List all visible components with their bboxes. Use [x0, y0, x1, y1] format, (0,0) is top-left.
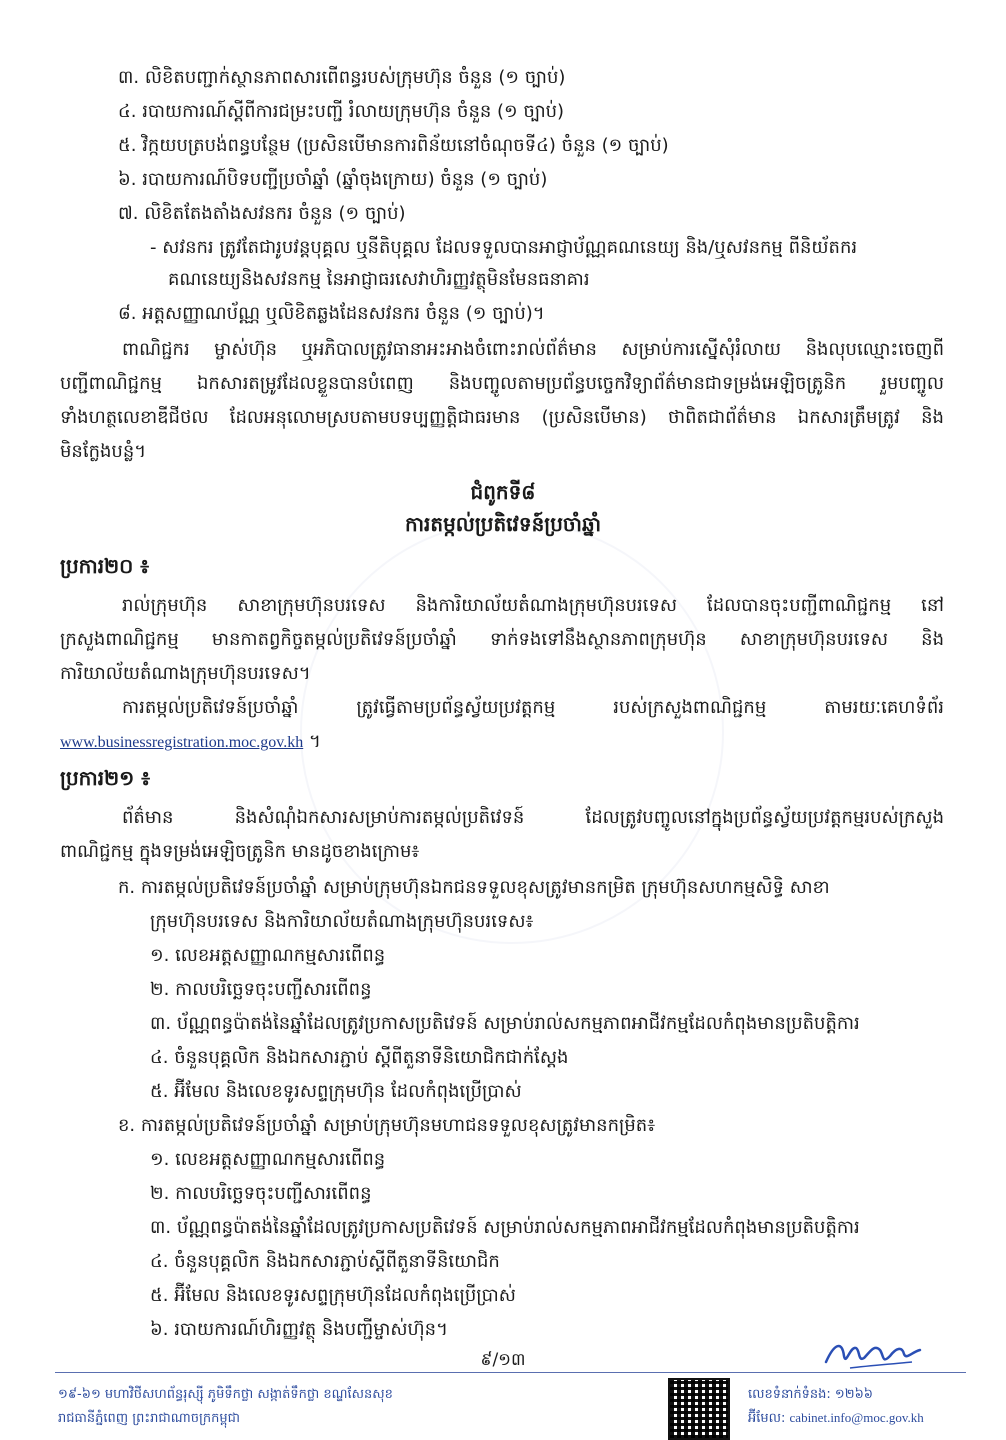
paragraph-line: ទាំងហត្ថលេខាឌីជីថល ដែលអនុលោមស្របតាមបទប្បញ្ញត្តិជាធរមាន (ប្រសិនបើមាន) ថាពិតជាព័ត៌មាន ឯកសារត្រឹមត្រូវ និង [60, 407, 944, 428]
paragraph-line: បញ្ជីពាណិជ្ជកម្ម ឯកសារតម្រូវដែលខ្លួនបានបំពេញ និងបញ្ចូលតាមប្រព័ន្ធបច្ចេកវិទ្យាព័ត៌មានជាទម្រង់អេឡិចត្រូនិក រួមបញ្ចូល [60, 373, 944, 394]
section-kha: ខ. ការតម្កល់ប្រតិវេទន៍ប្រចាំឆ្នាំ សម្រាប់ក្រុមហ៊ុនមហាជនទទួលខុសត្រូវមានកម្រិត៖ [118, 1115, 656, 1136]
list-item-ka-4: ៤. ចំនួនបុគ្គលិក និងឯកសារភ្ជាប់ ស្តីពីតួនាទីនិយោជិកជាក់ស្តែង [150, 1047, 569, 1068]
list-item-5: ៥. វិក្កយបត្របង់ពន្ធបន្ថែម (ប្រសិនបើមានការពិន័យនៅចំណុចទី៤) ចំនួន (១ ច្បាប់) [118, 135, 669, 156]
paragraph-line: រាល់ក្រុមហ៊ុន សាខាក្រុមហ៊ុនបរទេស និងការិយាល័យតំណាងក្រុមហ៊ុនបរទេស ដែលបានចុះបញ្ជីពាណិជ្ជកម្ម នៅ [122, 595, 944, 616]
list-item-8: ៨. អត្តសញ្ញាណប័ណ្ណ ឬលិខិតឆ្លងដែនសវនករ ចំនួន (១ ច្បាប់)។ [118, 303, 545, 324]
page-number: ៩/១៣ [480, 1350, 526, 1370]
list-item-6: ៦. របាយការណ៍បិទបញ្ជីប្រចាំឆ្នាំ (ឆ្នាំចុងក្រោយ) ចំនួន (១ ច្បាប់) [118, 169, 548, 190]
list-item-ka-5: ៥. អ៊ីមែល និងលេខទូរសព្ទក្រុមហ៊ុន ដែលកំពុងប្រើប្រាស់ [150, 1081, 522, 1102]
footer-email-line [748, 1410, 924, 1429]
list-item-kha-5: ៥. អ៊ីមែល និងលេខទូរសព្ទក្រុមហ៊ុនដែលកំពុងប្រើប្រាស់ [150, 1285, 516, 1306]
list-subitem-auditor: - សវនករ ត្រូវតែជារូបវន្តបុគ្គល ឬនីតិបុគ្គល ដែលទទួលបានអាជ្ញាប័ណ្ណគណនេយ្យ និង/ឬសវនកម្ម ពីនិយ័តករ [150, 237, 858, 258]
list-item-ka-2: ២. កាលបរិច្ឆេទចុះបញ្ជីសារពើពន្ធ [150, 979, 372, 1000]
list-item-4: ៤. របាយការណ៍ស្តីពីការជម្រះបញ្ជី រំលាយក្រុមហ៊ុន ចំនួន (១ ច្បាប់) [118, 101, 565, 122]
paragraph-line: មិនក្លែងបន្លំ។ [60, 441, 147, 462]
footer-divider [55, 1372, 966, 1373]
section-ka: ក. ការតម្កល់ប្រតិវេទន៍ប្រចាំឆ្នាំ សម្រាប់ក្រុមហ៊ុនឯកជនទទួលខុសត្រូវមានកម្រិត ក្រុមហ៊ុនសហកម្មសិទ្ធិ សាខា [118, 877, 830, 898]
list-item-kha-3: ៣. ប័ណ្ណពន្ធប៉ាតង់នៃឆ្នាំដែលត្រូវប្រកាសប្រតិវេទន៍ សម្រាប់រាល់សកម្មភាពអាជីវកម្មដែលកំពុងមានប្រតិបត្តិការ [150, 1217, 860, 1238]
footer-address-line1: ១៩-៦១ មហាវិថីសហព័ន្ធរុស្ស៊ី ភូមិទឹកថ្លា សង្កាត់ទឹកថ្លា ខណ្ឌសែនសុខ [58, 1387, 393, 1402]
section-ka-cont: ក្រុមហ៊ុនបរទេស និងការិយាល័យតំណាងក្រុមហ៊ុនបរទេស៖ [150, 911, 534, 932]
business-registration-link[interactable]: www.businessregistration.moc.gov.kh [60, 734, 304, 751]
chapter-title: ការតម្កល់ប្រតិវេទន៍ប្រចាំឆ្នាំ [405, 512, 601, 536]
footer-email-label: អ៊ីមែល: [748, 1411, 790, 1426]
chapter-number: ជំពូកទី៨ [470, 480, 536, 504]
footer-address-line2: រាជធានីភ្នំពេញ ព្រះរាជាណាចក្រកម្ពុជា [58, 1411, 240, 1426]
list-item-7: ៧. លិខិតតែងតាំងសវនករ ចំនួន (១ ច្បាប់) [118, 203, 406, 224]
link-suffix: ។ [303, 731, 321, 752]
list-item-ka-3: ៣. ប័ណ្ណពន្ធប៉ាតង់នៃឆ្នាំដែលត្រូវប្រកាសប្រតិវេទន៍ សម្រាប់រាល់សកម្មភាពអាជីវកម្មដែលកំពុងមានប្រតិបត្តិការ [150, 1013, 860, 1034]
list-subitem-auditor-cont: គណនេយ្យនិងសវនកម្ម នៃអាជ្ញាធរសេវាហិរញ្ញវត្ថុមិនមែនធនាគារ [168, 269, 590, 290]
list-item-ka-1: ១. លេខអត្តសញ្ញាណកម្មសារពើពន្ធ [150, 945, 386, 966]
paragraph-line: ការតម្កល់ប្រតិវេទន៍ប្រចាំឆ្នាំ ត្រូវធ្វើតាមប្រព័ន្ធស្វ័យប្រវត្តកម្ម របស់ក្រសួងពាណិជ្ជកម្ម តាមរយៈគេហទំព័រ [122, 697, 944, 718]
article-heading-20: ប្រការ២០ ៖ [60, 554, 150, 578]
list-item-kha-6: ៦. របាយការណ៍ហិរញ្ញវត្ថុ និងបញ្ជីម្ចាស់ហ៊ុន។ [150, 1319, 448, 1340]
paragraph-line: ក្រសួងពាណិជ្ជកម្ម មានកាតព្វកិច្ចតម្កល់ប្រតិវេទន៍ប្រចាំឆ្នាំ ទាក់ទងទៅនឹងស្ថានភាពក្រុមហ៊ុន សាខាក្រុមហ៊ុនបរទេស និង [60, 629, 944, 650]
paragraph-line: ព័ត៌មាន និងសំណុំឯកសារសម្រាប់ការតម្កល់ប្រតិវេទន៍ ដែលត្រូវបញ្ចូលនៅក្នុងប្រព័ន្ធស្វ័យប្រវត្តកម្មរបស់ក្រសួង [122, 807, 944, 828]
paragraph-line: ពាណិជ្ជករ ម្ចាស់ហ៊ុន ឬអភិបាលត្រូវធានាអះអាងចំពោះរាល់ព័ត៌មាន សម្រាប់ការស្នើសុំរំលាយ និងលុបឈ្មោះចេញពី [122, 339, 944, 360]
qr-code-icon [668, 1378, 730, 1440]
link-line [60, 728, 321, 757]
paragraph-line: ពាណិជ្ជកម្ម ក្នុងទម្រង់អេឡិចត្រូនិក មានដូចខាងក្រោម៖ [60, 841, 420, 862]
list-item-kha-1: ១. លេខអត្តសញ្ញាណកម្មសារពើពន្ធ [150, 1149, 386, 1170]
footer-phone: លេខទំនាក់ទំនង: ១២៦៦ [748, 1387, 873, 1402]
list-item-kha-2: ២. កាលបរិច្ឆេទចុះបញ្ជីសារពើពន្ធ [150, 1183, 372, 1204]
list-item-3: ៣. លិខិតបញ្ជាក់ស្ថានភាពសារពើពន្ធរបស់ក្រុមហ៊ុន ចំនួន (១ ច្បាប់) [118, 67, 566, 88]
signature-icon [820, 1326, 930, 1376]
list-item-kha-4: ៤. ចំនួនបុគ្គលិក និងឯកសារភ្ជាប់ស្តីពីតួនាទីនិយោជិក [150, 1251, 500, 1272]
article-heading-21: ប្រការ២១ ៖ [60, 766, 151, 790]
paragraph-line: ការិយាល័យតំណាងក្រុមហ៊ុនបរទេស។ [60, 663, 311, 684]
footer-email[interactable]: cabinet.info@moc.gov.kh [789, 1410, 924, 1425]
